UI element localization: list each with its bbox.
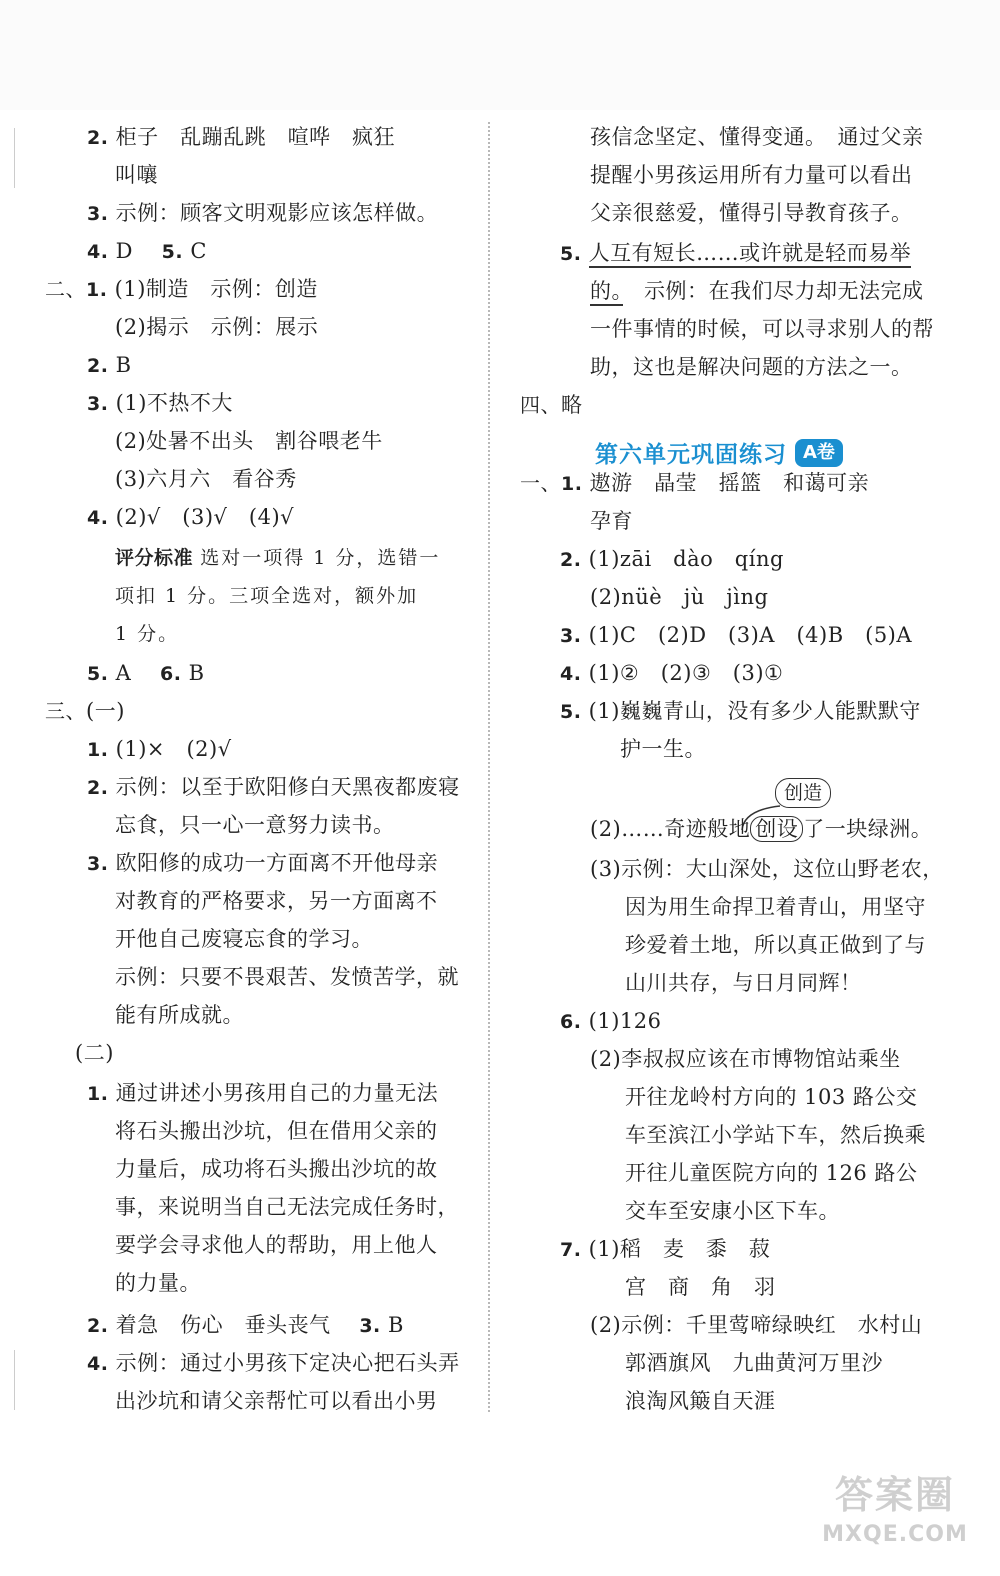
item-number: 4. [87, 241, 109, 263]
answer-line [115, 882, 438, 920]
answer-line [87, 498, 294, 536]
answer-line [87, 346, 132, 384]
answer-line [625, 926, 926, 964]
answer-text: 山川共存，与日月同辉！ [625, 971, 862, 995]
answer-text: B [387, 1313, 404, 1337]
answer-text: (1)制造 示例：创造 [114, 277, 318, 301]
item-number: 3. [560, 625, 582, 647]
answer-line [590, 578, 768, 616]
answer-text: (2)……奇迹般地 [590, 817, 751, 841]
answer-text: 示例：在我们尽力却无法完成 [622, 279, 924, 303]
answer-line [590, 1040, 901, 1078]
answer-text: 力量后，成功将石头搬出沙坑的故 [115, 1157, 438, 1181]
answer-text: 叫嚷 [115, 163, 158, 187]
answer-text: 孩信念坚定、懂得变通。 通过父亲 [590, 125, 924, 149]
answer-line [590, 850, 944, 888]
version-badge: A卷 [795, 439, 843, 467]
answer-text: 开往龙岭村方向的 103 路公交 [625, 1085, 918, 1109]
answer-line [115, 1112, 438, 1150]
answer-text: D [115, 239, 155, 263]
answer-line [115, 422, 383, 460]
answer-text: 选对一项得 1 分，选错一 [200, 547, 441, 569]
answer-text: (1)zāi dào qíng [588, 547, 784, 571]
item-number: 7. [560, 1239, 582, 1261]
answer-line [115, 1382, 438, 1420]
answer-line [625, 1268, 776, 1306]
answer-text: 助，这也是解决问题的方法之一。 [590, 355, 913, 379]
answer-text: 能有所成就。 [115, 1003, 244, 1027]
answer-line [590, 310, 934, 348]
column-divider [488, 122, 490, 1412]
answer-text: 护一生。 [620, 737, 706, 761]
answer-text: 着急 伤心 垂头丧气 [115, 1313, 353, 1337]
answer-text: (1)126 [588, 1009, 662, 1033]
answer-line [590, 1306, 922, 1344]
answer-line [590, 502, 633, 540]
answer-line [87, 844, 438, 882]
item-number: 3. [87, 203, 109, 225]
correction-callout: 创造 [775, 778, 831, 808]
answer-line [115, 1226, 438, 1264]
item-number: 1. [86, 279, 108, 301]
answer-line [115, 1150, 438, 1188]
item-number: 6. [560, 1011, 582, 1033]
item-number: 5. [161, 241, 184, 263]
answer-text: (1)C (2)D (3)A (4)B (5)A [588, 623, 913, 647]
item-number: 1. [87, 1083, 109, 1105]
answer-line [87, 232, 207, 270]
answer-line [520, 386, 583, 424]
watermark-logo: 答案圈 [834, 1473, 955, 1517]
answer-text: 提醒小男孩运用所有力量可以看出 [590, 163, 913, 187]
item-number: 3. [359, 1315, 381, 1337]
item-number: 5. [560, 701, 582, 723]
answer-text: 开他自己废寝忘食的学习。 [115, 927, 373, 951]
answer-text: 遨游 晶莹 摇篮 和蔼可亲 [589, 471, 870, 495]
answer-line [115, 1264, 201, 1302]
answer-text: 郭酒旗风 九曲黄河万里沙 [625, 1351, 883, 1375]
section-number: 二、 [45, 277, 86, 301]
answer-text: 的力量。 [115, 1271, 201, 1295]
answer-line [115, 920, 373, 958]
answer-line [87, 1306, 404, 1344]
item-number: 2. [560, 549, 582, 571]
answer-line [590, 810, 932, 848]
item-number: 5. [87, 663, 109, 685]
scoring-label: 评分标准 [115, 547, 194, 569]
answer-text: 项扣 1 分。三项全选对，额外加 [115, 585, 419, 607]
answer-line [560, 692, 921, 730]
answer-line [560, 1230, 770, 1268]
answer-line [590, 194, 913, 232]
answer-text: (2)处暑不出头 割谷喂老牛 [115, 429, 383, 453]
section-number: 一、 [520, 471, 561, 495]
answer-line [87, 1074, 438, 1112]
margin-mark-left [14, 128, 15, 188]
answer-line [45, 692, 125, 730]
answer-line [560, 540, 784, 578]
answer-line [625, 888, 926, 926]
answer-line [115, 576, 418, 614]
answer-text: 事，来说明当自己无法完成任务时， [115, 1195, 459, 1219]
answer-text: A [115, 661, 153, 685]
item-number: 2. [87, 777, 109, 799]
answer-text: 宫 商 角 羽 [625, 1275, 776, 1299]
answer-text: (1)② (2)③ (3)① [588, 661, 784, 685]
answer-line [115, 958, 459, 996]
answer-text: 了一块绿洲。 [803, 817, 933, 841]
answer-line [590, 118, 924, 156]
section-number: 三、 [45, 699, 86, 723]
answer-text: 忘食，只一心一意努力读书。 [115, 813, 395, 837]
answer-line [87, 730, 232, 768]
answer-line [115, 614, 179, 652]
answer-text: 通过讲述小男孩用自己的力量无法 [115, 1081, 439, 1105]
answer-line [625, 1382, 776, 1420]
top-margin [0, 0, 1000, 110]
answer-line [115, 996, 244, 1034]
answer-line [520, 464, 869, 502]
answer-line [625, 964, 862, 1002]
answer-line [560, 654, 783, 692]
item-number: 4. [87, 507, 109, 529]
answer-line [115, 156, 158, 194]
answer-text: 将石头搬出沙坑，但在借用父亲的 [115, 1119, 438, 1143]
answer-text: 示例：通过小男孩下定决心把石头弄 [115, 1351, 460, 1375]
item-number: 2. [87, 127, 109, 149]
answer-line [625, 1078, 917, 1116]
answer-line [87, 1344, 460, 1382]
item-number: 2. [87, 1315, 109, 1337]
answer-line [625, 1344, 883, 1382]
answer-text: (2)揭示 示例：展示 [115, 315, 319, 339]
answer-text: (2)√ (3)√ (4)√ [115, 505, 295, 529]
answer-line [75, 1034, 114, 1072]
answer-text: (二) [75, 1041, 114, 1065]
item-number: 1. [87, 739, 109, 761]
item-number: 2. [87, 355, 109, 377]
item-number: 3. [87, 393, 109, 415]
answer-text: (2)nüè jù jìng [590, 585, 769, 609]
answer-text: 示例：只要不畏艰苦、发愤苦学，就 [115, 965, 459, 989]
underlined-text: 人互有短长……或许就是轻而易举 [589, 241, 912, 268]
answer-text: (一) [86, 699, 125, 723]
watermark-url: MXQE.COM [822, 1522, 968, 1547]
answer-text: 柜子 乱蹦乱跳 喧哗 疯狂 [115, 125, 396, 149]
answer-line [87, 654, 205, 692]
answer-line [87, 118, 395, 156]
answer-line [45, 270, 318, 308]
answer-text: 示例：顾客文明观影应该怎样做。 [115, 201, 439, 225]
unit-title-text: 第六单元巩固练习 [595, 442, 787, 468]
item-number: 1. [561, 473, 583, 495]
margin-mark-left-bottom [14, 1350, 15, 1410]
answer-line [87, 194, 438, 232]
answer-text: 出沙坑和请父亲帮忙可以看出小男 [115, 1389, 438, 1413]
answer-text: 要学会寻求他人的帮助，用上他人 [115, 1233, 438, 1257]
answer-text: (1)巍巍青山，没有多少人能默默守 [588, 699, 921, 723]
answer-text: B [188, 661, 205, 685]
answer-line [115, 308, 318, 346]
answer-text: 开往儿童医院方向的 126 路公 [625, 1161, 918, 1185]
answer-line [560, 234, 911, 272]
boxed-word: 创设 [750, 816, 803, 842]
answer-line [590, 156, 913, 194]
answer-line [590, 348, 913, 386]
answer-text: 示例：以至于欧阳修白天黑夜都废寝 [115, 775, 460, 799]
answer-text: 欧阳修的成功一方面离不开他母亲 [115, 851, 439, 875]
answer-text: 父亲很慈爱，懂得引导教育孩子。 [590, 201, 913, 225]
answer-text: 对教育的严格要求，另一方面离不 [115, 889, 438, 913]
answer-text: 略 [561, 393, 583, 417]
answer-line [115, 538, 440, 576]
answer-line [115, 460, 297, 498]
answer-text: C [190, 239, 207, 263]
answer-line [625, 1192, 840, 1230]
answer-text: 1 分。 [115, 623, 180, 645]
answer-text: (1)不热不大 [115, 391, 233, 415]
answer-text: 因为用生命捍卫着青山，用坚守 [625, 895, 926, 919]
answer-line [115, 806, 395, 844]
answer-line [625, 1154, 917, 1192]
answer-line [625, 1116, 926, 1154]
answer-text: B [115, 353, 132, 377]
answer-line [590, 272, 924, 310]
answer-text: (1)稻 麦 黍 菽 [588, 1237, 771, 1261]
answer-text: (2)示例：千里莺啼绿映红 水村山 [590, 1313, 923, 1337]
watermark [800, 1470, 990, 1566]
answer-text: 浪淘风簸自天涯 [625, 1389, 776, 1413]
answer-text: (2)李叔叔应该在市博物馆站乘坐 [590, 1047, 901, 1071]
item-number: 5. [560, 243, 582, 265]
item-number: 4. [87, 1353, 109, 1375]
item-number: 4. [560, 663, 582, 685]
answer-text: 车至滨江小学站下车，然后换乘 [625, 1123, 926, 1147]
answer-text: (3)六月六 看谷秀 [115, 467, 297, 491]
answer-text: (1)× (2)√ [115, 737, 232, 761]
answer-line [620, 730, 706, 768]
item-number: 6. [160, 663, 182, 685]
section-number: 四、 [520, 393, 561, 417]
answer-text: 交车至安康小区下车。 [625, 1199, 840, 1223]
item-number: 3. [87, 853, 109, 875]
answer-line [115, 1188, 459, 1226]
answer-line [87, 384, 233, 422]
answer-text: 孕育 [590, 509, 633, 533]
answer-text: 一件事情的时候，可以寻求别人的帮 [590, 317, 934, 341]
answer-line [560, 1002, 661, 1040]
underlined-text: 的。 [590, 279, 623, 306]
answer-text: 珍爱着土地，所以真正做到了与 [625, 933, 926, 957]
answer-text: (3)示例：大山深处，这位山野老农， [590, 857, 944, 881]
answer-line [560, 616, 912, 654]
answer-line [87, 768, 460, 806]
